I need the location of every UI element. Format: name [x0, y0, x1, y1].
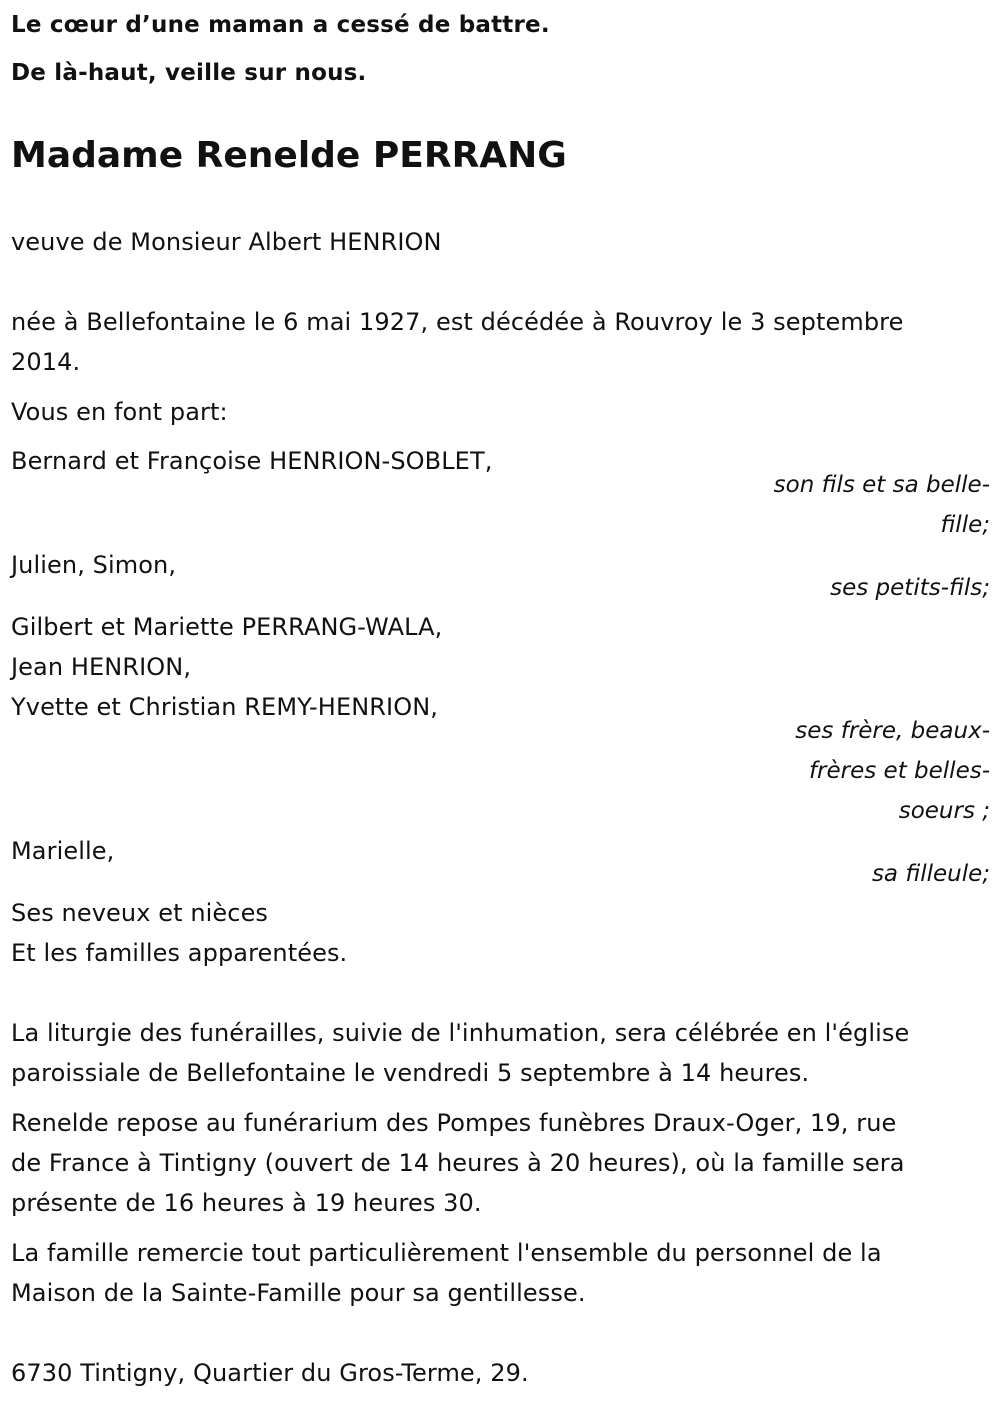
son-role-line-2: fille;	[940, 512, 990, 538]
siblings-names-1: Gilbert et Mariette PERRANG-WALA,	[11, 613, 443, 641]
siblings-role-line-1: ses frère, beaux-	[795, 718, 990, 744]
deceased-name: Madame Renelde PERRANG	[11, 135, 567, 176]
families-line: Et les familles apparentées.	[11, 939, 348, 967]
son-role-line-1: son fils et sa belle-	[773, 472, 990, 498]
intro-line-1: Le cœur d’une maman a cessé de battre.	[11, 12, 550, 38]
announcement-line: Vous en font part:	[11, 398, 228, 426]
thanks-line-1: La famille remercie tout particulièrement l'ensemble du personnel de la	[11, 1239, 882, 1267]
intro-line-2: De là-haut, veille sur nous.	[11, 60, 367, 86]
siblings-role-line-3: soeurs ;	[898, 798, 990, 824]
birth-death-line-2: 2014.	[11, 348, 81, 376]
rest-line-1: Renelde repose au funérarium des Pompes funèbres Draux-Oger, 19, rue	[11, 1109, 897, 1137]
liturgy-line-1: La liturgie des funérailles, suivie de l'inhumation, sera célébrée en l'église	[11, 1019, 910, 1047]
son-names: Bernard et Françoise HENRION-SOBLET,	[11, 447, 493, 475]
birth-death-line-1: née à Bellefontaine le 6 mai 1927, est décédée à Rouvroy le 3 septembre	[11, 308, 904, 336]
thanks-line-2: Maison de la Sainte-Famille pour sa gentillesse.	[11, 1279, 586, 1307]
nephews-line: Ses neveux et nièces	[11, 899, 269, 927]
siblings-names-3: Yvette et Christian REMY-HENRION,	[11, 693, 438, 721]
siblings-names-2: Jean HENRION,	[11, 653, 192, 681]
rest-line-2: de France à Tintigny (ouvert de 14 heures à 20 heures), où la famille sera	[11, 1149, 905, 1177]
siblings-role-line-2: frères et belles-	[808, 758, 990, 784]
goddaughter-name: Marielle,	[11, 837, 115, 865]
address-line: 6730 Tintigny, Quartier du Gros-Terme, 29.	[11, 1359, 529, 1387]
liturgy-line-2: paroissiale de Bellefontaine le vendredi 5 septembre à 14 heures.	[11, 1059, 810, 1087]
widow-of-line: veuve de Monsieur Albert HENRION	[11, 228, 442, 256]
rest-line-3: présente de 16 heures à 19 heures 30.	[11, 1189, 482, 1217]
grandsons-role: ses petits-fils;	[830, 575, 990, 601]
goddaughter-role: sa filleule;	[871, 861, 990, 887]
grandsons-names: Julien, Simon,	[11, 551, 177, 579]
